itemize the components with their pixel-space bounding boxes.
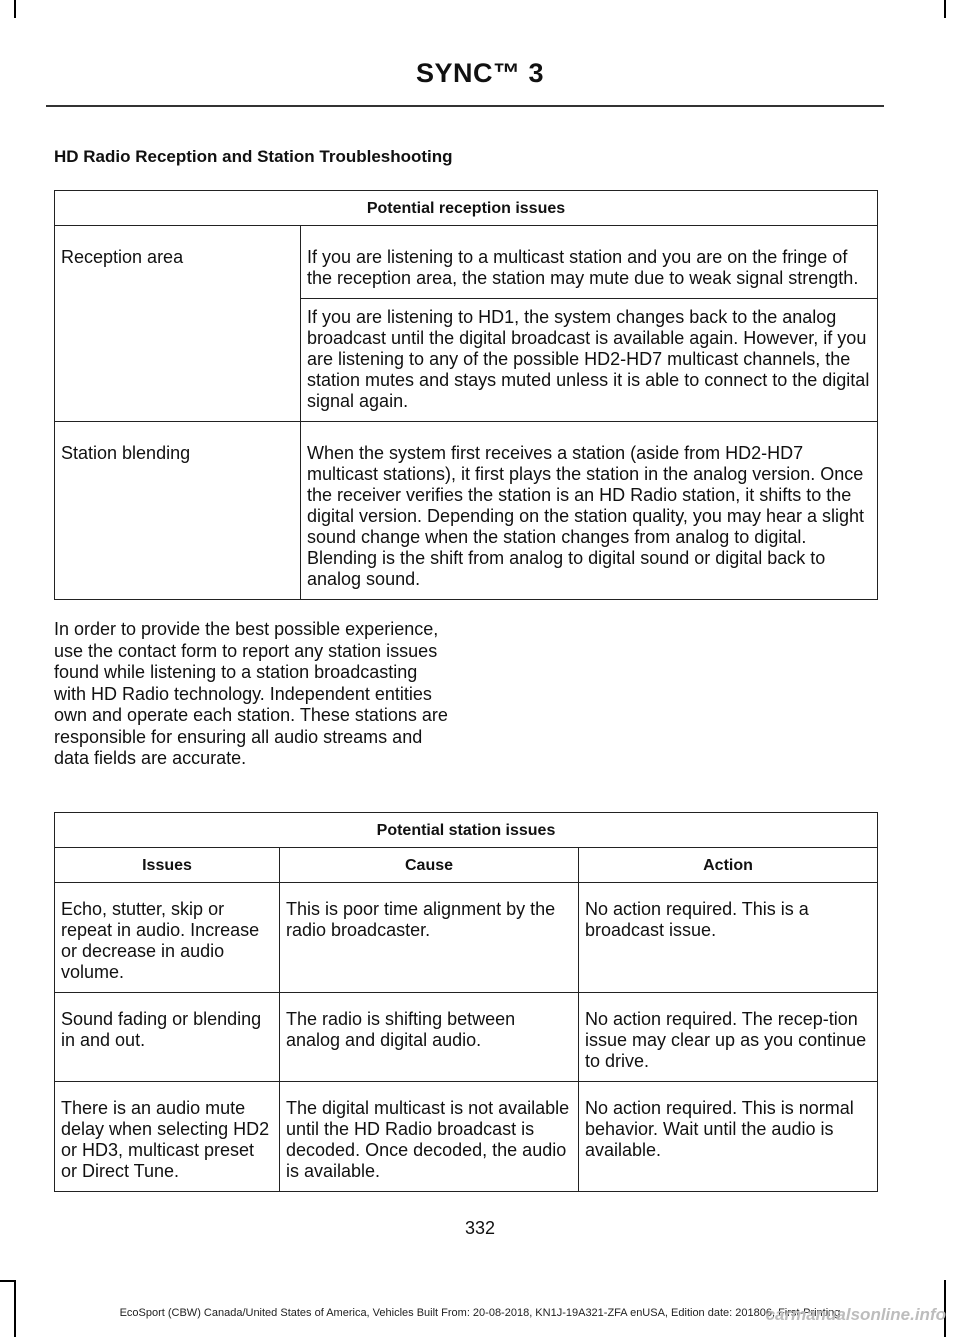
row-label: Station blending	[55, 422, 301, 600]
column-header-cause: Cause	[280, 848, 579, 883]
issue-cell: Sound fading or blending in and out.	[55, 993, 280, 1082]
action-cell: No action required. This is normal behavior. Wait until the audio is available.	[579, 1082, 878, 1192]
row-description: When the system first receives a station (aside from HD2-HD7 multicast stations), it first plays the station in the analog version. Once the receiver verifies the station is an HD Radio station, it shifts to the digital version. Depending on the station quality, you may hear a slight sound change when the station changes from analog to digital. Blending is the shift from analog to digital sound or digital back to analog sound.	[301, 422, 878, 600]
table-caption: Potential station issues	[55, 813, 878, 848]
table-caption: Potential reception issues	[55, 191, 878, 226]
column-header-issues: Issues	[55, 848, 280, 883]
issue-cell: There is an audio mute delay when selecting HD2 or HD3, multicast preset or Direct Tune.	[55, 1082, 280, 1192]
issue-cell: Echo, stutter, skip or repeat in audio. Increase or decrease in audio volume.	[55, 883, 280, 993]
body-paragraph: In order to provide the best possible experience, use the contact form to report any station issues found while listening to a station broadcasting with HD Radio technology. Independent entities own and operate each station. These stations are responsible for ensuring all audio streams and data fields are accurate.	[54, 619, 448, 768]
header-divider	[46, 105, 884, 107]
table-row	[55, 993, 878, 1082]
row-label: Reception area	[55, 226, 301, 422]
crop-mark-top-left	[14, 0, 16, 18]
column-header-action: Action	[579, 848, 878, 883]
action-cell: No action required. The recep-tion issue may clear up as you continue to drive.	[579, 993, 878, 1082]
crop-mark-bottom-left-h	[0, 1280, 14, 1282]
page-number: 332	[464, 1218, 496, 1238]
station-issues-table	[54, 812, 878, 1192]
crop-mark-top-right	[944, 0, 946, 18]
watermark: carmanualsonline.info	[765, 1305, 946, 1324]
table-row	[55, 1082, 878, 1192]
page-footer: EcoSport (CBW) Canada/United States of America, Vehicles Built From: 20-08-2018, KN1J-19A321-ZFA enUSA, Edition date: 201806, First-Printing	[119, 1307, 841, 1319]
table-row	[55, 883, 878, 993]
row-description: If you are listening to HD1, the system changes back to the analog broadcast until the digital broadcast is available again. However, if you are listening to any of the possible HD2-HD7 multicast channels, the station mutes and stays muted unless it is able to connect to the digital signal again.	[301, 299, 878, 422]
action-cell: No action required. This is a broadcast issue.	[579, 883, 878, 993]
page-header-title: SYNC™ 3	[415, 58, 545, 88]
cause-cell: The digital multicast is not available until the HD Radio broadcast is decoded. Once decoded, the audio is available.	[280, 1082, 579, 1192]
cause-cell: The radio is shifting between analog and digital audio.	[280, 993, 579, 1082]
cause-cell: This is poor time alignment by the radio broadcaster.	[280, 883, 579, 993]
section-heading: HD Radio Reception and Station Troubleshooting	[54, 147, 453, 166]
reception-issues-table	[54, 190, 878, 600]
row-description: If you are listening to a multicast station and you are on the fringe of the reception area, the station may mute due to weak signal strength.	[301, 226, 878, 299]
